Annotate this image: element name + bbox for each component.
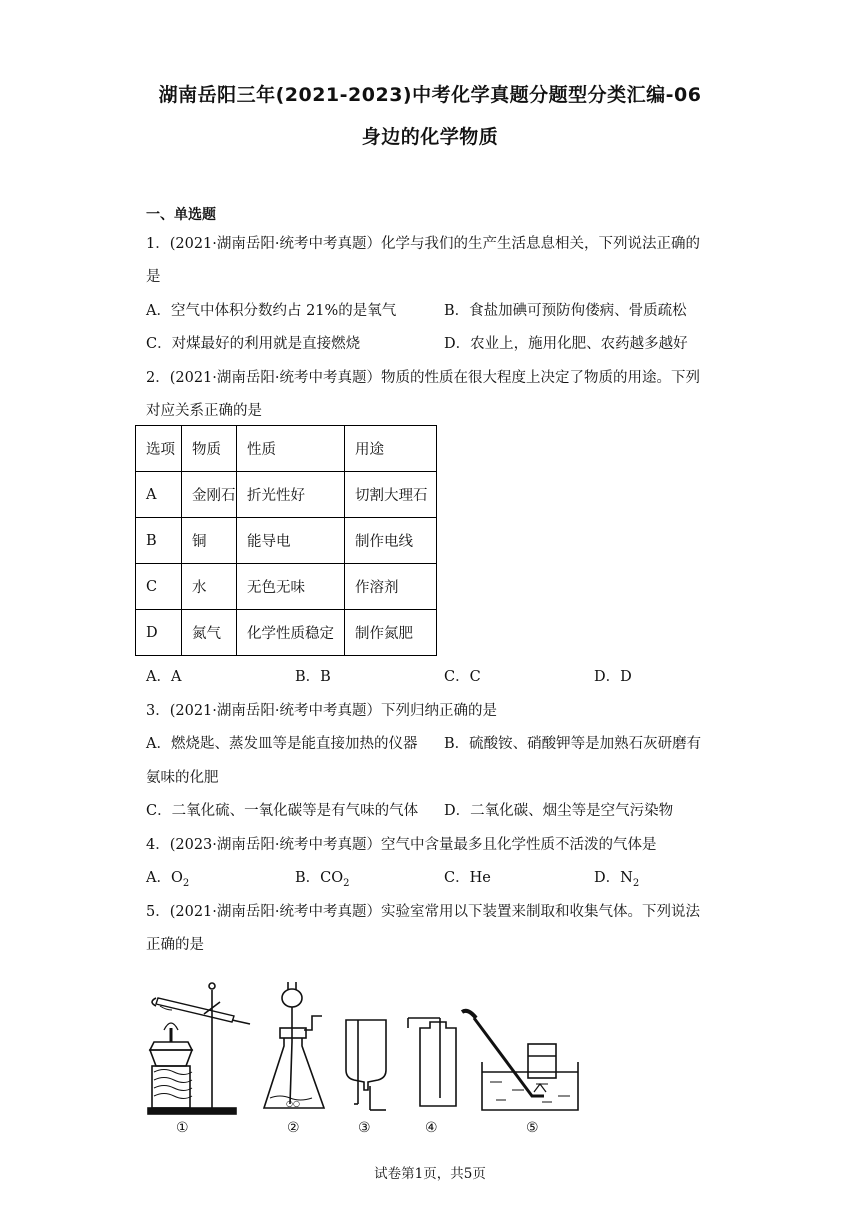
table-cell: 切割大理石 (345, 472, 437, 518)
table-cell: 金刚石 (182, 472, 237, 518)
table-header-cell: 物质 (182, 426, 237, 472)
q1-stem-line2: 是 (146, 269, 161, 285)
q5-stem-line1: 5．(2021·湖南岳阳·统考中考真题）实验室常用以下装置来制取和收集气体。下列说法 (146, 904, 700, 920)
table-cell: 制作氮肥 (345, 610, 437, 656)
q4-option-d: D．$N_2$ (594, 870, 640, 889)
table-cell: 作溶剂 (345, 564, 437, 610)
apparatus-label-2: ② (287, 1120, 300, 1136)
q2-stem-line2: 对应关系正确的是 (146, 403, 262, 419)
table-header-cell: 性质 (237, 426, 345, 472)
q2-option-a: A．A (146, 669, 182, 685)
table-cell: C (136, 564, 182, 610)
table-row (136, 472, 437, 518)
table-cell: D (136, 610, 182, 656)
table-cell: 无色无味 (237, 564, 345, 610)
table-cell: A (136, 472, 182, 518)
table-cell: 折光性好 (237, 472, 345, 518)
q1-option-d: D．农业上，施用化肥、农药越多越好 (444, 336, 688, 352)
q1-option-a: A．空气中体积分数约占 21%的是氧气 (146, 303, 397, 319)
table-cell: 制作电线 (345, 518, 437, 564)
q2-option-c: C．C (444, 669, 481, 685)
document-title-line2: 身边的化学物质 (361, 126, 499, 148)
table-row (136, 610, 437, 656)
apparatus-5-water-trough (462, 1011, 578, 1110)
table-row (136, 518, 437, 564)
apparatus-4-upright-bottle (408, 1018, 456, 1106)
table-cell: 氮气 (182, 610, 237, 656)
q2-option-b: B．B (295, 669, 331, 685)
table-cell: 能导电 (237, 518, 345, 564)
q3-option-a: A．燃烧匙、蒸发皿等是能直接加热的仪器 (146, 736, 418, 752)
q4-option-c: C．He (444, 870, 491, 886)
table-cell: 铜 (182, 518, 237, 564)
q1-option-c: C．对煤最好的利用就是直接燃烧 (146, 336, 361, 352)
table-header-cell: 选项 (136, 426, 182, 472)
q1-option-b: B．食盐加碘可预防佝偻病、骨质疏松 (444, 303, 687, 319)
table-cell: 化学性质稳定 (237, 610, 345, 656)
section-heading: 一、单选题 (146, 207, 216, 223)
q4-option-a: A．$O_2$ (146, 870, 190, 889)
q3-option-d: D．二氧化碳、烟尘等是空气污染物 (444, 803, 674, 819)
lab-apparatus-figure (140, 980, 590, 1140)
q2-table (135, 425, 437, 656)
apparatus-3-inverted-bottle (346, 1020, 386, 1110)
apparatus-1-heating-tube (148, 983, 250, 1114)
apparatus-label-1: ① (176, 1120, 189, 1136)
reagent-mark: ○○ (286, 1099, 300, 1108)
page-footer: 试卷第1页，共5页 (374, 1166, 486, 1182)
q3-option-b-line2: 氨味的化肥 (146, 770, 219, 786)
table-cell: 水 (182, 564, 237, 610)
apparatus-2-conical-flask (264, 982, 324, 1108)
q1-stem-line1: 1．(2021·湖南岳阳·统考中考真题）化学与我们的生产生活息息相关，下列说法正确的 (146, 236, 700, 252)
document-title-line1: 湖南岳阳三年(2021-2023)中考化学真题分题型分类汇编-06 (158, 84, 702, 106)
q3-option-b-line1: B．硫酸铵、硝酸钾等是加熟石灰研磨有 (444, 736, 702, 752)
q5-stem-line2: 正确的是 (146, 937, 204, 953)
table-header-cell: 用途 (345, 426, 437, 472)
q2-stem-line1: 2．(2021·湖南岳阳·统考中考真题）物质的性质在很大程度上决定了物质的用途。下列 (146, 370, 700, 386)
q4-option-b: B．$CO_2$ (295, 870, 350, 889)
q3-stem: 3．(2021·湖南岳阳·统考中考真题）下列归纳正确的是 (146, 703, 498, 719)
q2-option-d: D．D (594, 669, 632, 685)
apparatus-label-3: ③ (358, 1120, 371, 1136)
table-row (136, 564, 437, 610)
apparatus-label-4: ④ (425, 1120, 438, 1136)
q3-option-c: C．二氧化硫、一氧化碳等是有气味的气体 (146, 803, 419, 819)
table-header-row (136, 426, 437, 472)
apparatus-label-5: ⑤ (526, 1120, 539, 1136)
table-cell: B (136, 518, 182, 564)
q4-stem: 4．(2023·湖南岳阳·统考中考真题）空气中含量最多且化学性质不活泼的气体是 (146, 837, 657, 853)
